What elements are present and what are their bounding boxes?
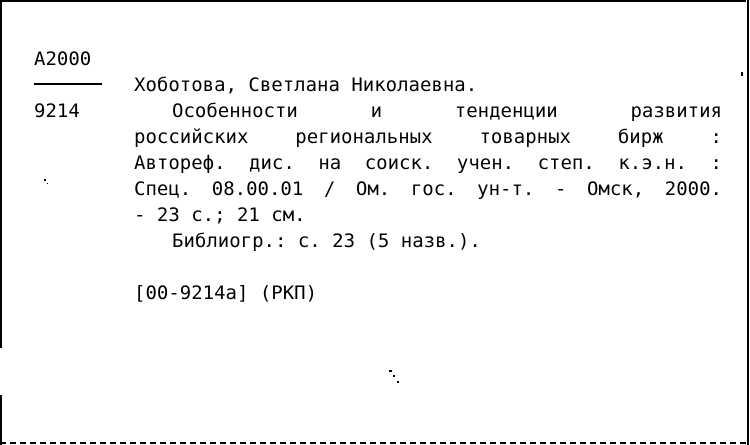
card-top-edge [0,0,746,2]
desc-word: Ом. [355,178,391,200]
title-word: товарных [479,126,571,148]
scan-speck [389,370,392,372]
desc-word: соиск. [364,152,434,174]
record-number: [00-9214а] (РКП) [134,282,318,304]
desc-word: учен. [456,152,515,174]
description-line-4 [134,178,722,201]
card-bottom-edge [0,442,746,444]
desc-word: - [554,178,567,200]
title-word: бирж [617,126,664,148]
scan-speck [393,375,395,377]
desc-word: на [318,152,342,174]
desc-word: гос. [410,178,457,200]
desc-word: Автореф. [134,152,226,174]
card-left-edge-lower [0,395,2,445]
card-right-edge [747,0,749,445]
shelf-code: А2000 [34,48,92,70]
title-word: и [370,100,383,122]
desc-word: ун-т. [477,178,535,200]
scan-speck [44,179,46,181]
title-word: развития [630,100,722,122]
call-number: 9214 [34,100,80,122]
scan-speck [741,72,743,76]
card-left-edge [0,0,2,348]
desc-word: к.э.н. [618,152,687,174]
desc-word: Спец. [134,178,192,200]
author-heading: Хоботова, Светлана Николаевна. [134,74,478,96]
desc-word: Омск, [586,178,645,200]
title-line-2 [134,126,722,149]
title-line-1 [172,100,722,123]
desc-word: дис. [249,152,295,174]
desc-word: 2000. [664,178,722,200]
description-line-3 [134,152,722,175]
title-word: : [710,126,722,148]
desc-word: / [323,178,336,200]
title-word: Особенности [172,100,298,122]
desc-word: 08.00.01 [211,178,304,200]
scan-speck [397,381,399,383]
desc-word: степ. [537,152,595,174]
title-word: российских [134,126,249,148]
desc-word: : [710,152,722,174]
bibliography-note: Библиогр.: с. 23 (5 назв.). [172,230,481,252]
physical-description: - 23 с.; 21 см. [134,204,306,226]
title-word: тенденции [454,100,558,122]
title-word: региональных [295,126,433,148]
shelf-code-underline [34,83,102,85]
scan-speck [47,183,48,184]
